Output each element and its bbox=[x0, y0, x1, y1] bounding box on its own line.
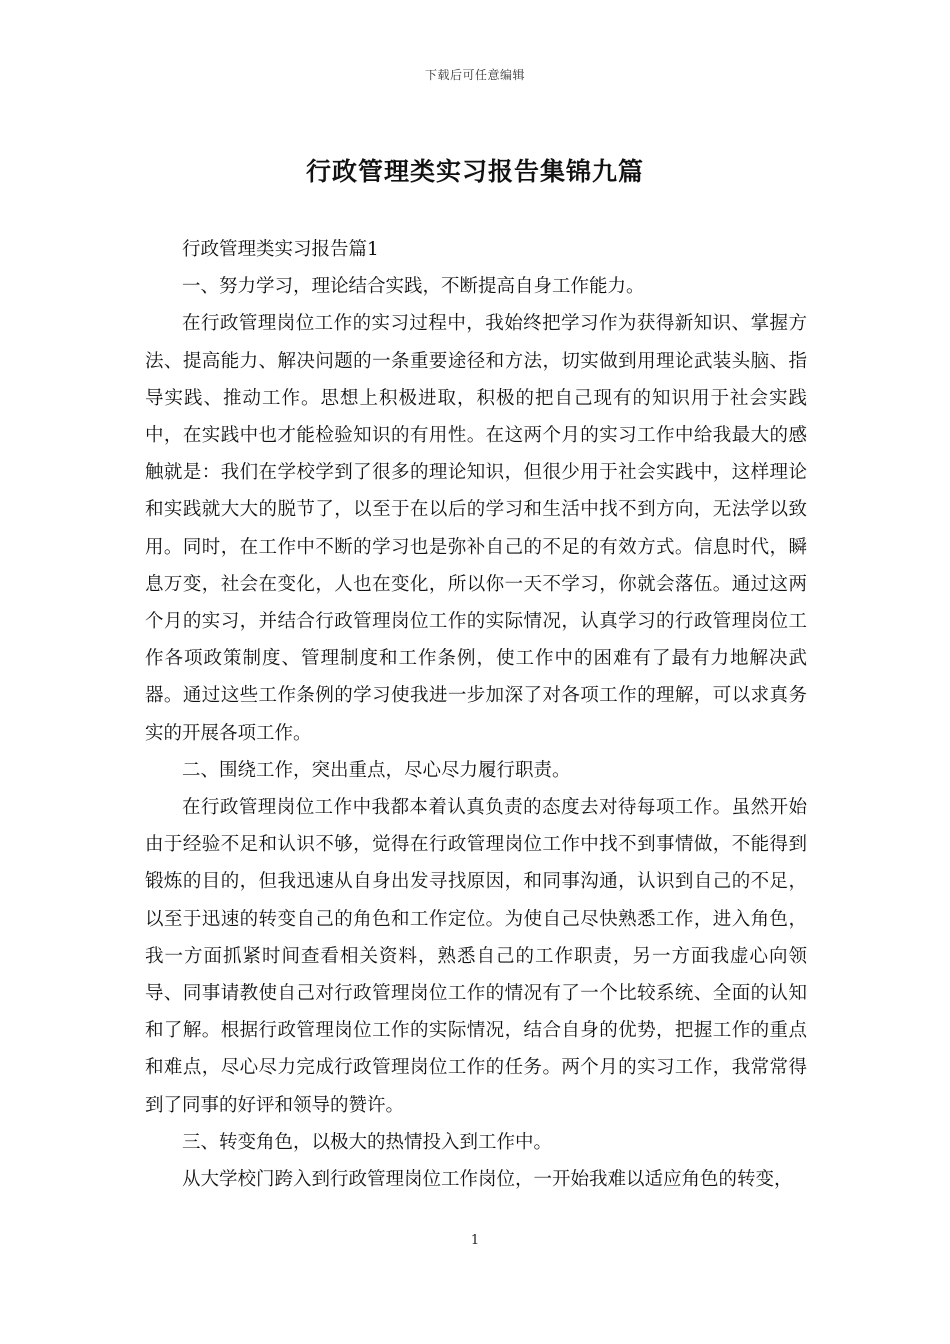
body-paragraph: 在行政管理岗位工作中我都本着认真负责的态度去对待每项工作。虽然开始由于经验不足和认识不够，觉得在行政管理岗位工作中找不到事情做，不能得到锻炼的目的，但我迅速从自身出发寻找原因，和同事沟通，认识到自己的不足，以至于迅速的转变自己的角色和工作定位。为使自己尽快熟悉工作，进入角色，我一方面抓紧时间查看相关资料，熟悉自己的工作职责，另一方面我虚心向领导、同事请教使自己对行政管理岗位工作的情况有了一个比较系统、全面的认知和了解。根据行政管理岗位工作的实际情况，结合自身的优势，把握工作的重点和难点，尽心尽力完成行政管理岗位工作的任务。两个月的实习工作，我常常得到了同事的好评和领导的赞许。 bbox=[145, 797, 807, 1116]
page-number: 1 bbox=[470, 1233, 480, 1248]
subsection-heading: 一、努力学习，理论结合实践，不断提高自身工作能力。 bbox=[182, 276, 645, 298]
subsection-heading: 三、转变角色，以极大的热情投入到工作中。 bbox=[182, 1131, 553, 1153]
section-heading: 行政管理类实习报告篇1 bbox=[182, 239, 379, 260]
document-body bbox=[145, 231, 807, 1198]
subsection-heading: 二、围绕工作，突出重点，尽心尽力履行职责。 bbox=[182, 759, 571, 781]
document-title: 行政管理类实习报告集锦九篇 bbox=[305, 157, 644, 186]
body-paragraph: 从大学校门跨入到行政管理岗位工作岗位，一开始我难以适应角色的转变， bbox=[182, 1169, 793, 1191]
header-note: 下载后可任意编辑 bbox=[424, 68, 525, 82]
body-paragraph: 在行政管理岗位工作的实习过程中，我始终把学习作为获得新知识、掌握方法、提高能力、解决问题的一条重要途径和方法，切实做到用理论武装头脑、指导实践、推动工作。思想上积极进取，积极的把自己现有的知识用于社会实践中，在实践中也才能检验知识的有用性。在这两个月的实习工作中给我最大的感触就是：我们在学校学到了很多的理论知识，但很少用于社会实践中，这样理论和实践就大大的脱节了，以至于在以后的学习和生活中找不到方向，无法学以致用。同时，在工作中不断的学习也是弥补自己的不足的有效方式。信息时代，瞬息万变，社会在变化，人也在变化，所以你一天不学习，你就会落伍。通过这两个月的实习，并结合行政管理岗位工作的实际情况，认真学习的行政管理岗位工作各项政策制度、管理制度和工作条例，使工作中的困难有了最有力地解决武器。通过这些工作条例的学习使我进一步加深了对各项工作的理解，可以求真务实的开展各项工作。 bbox=[145, 313, 807, 744]
